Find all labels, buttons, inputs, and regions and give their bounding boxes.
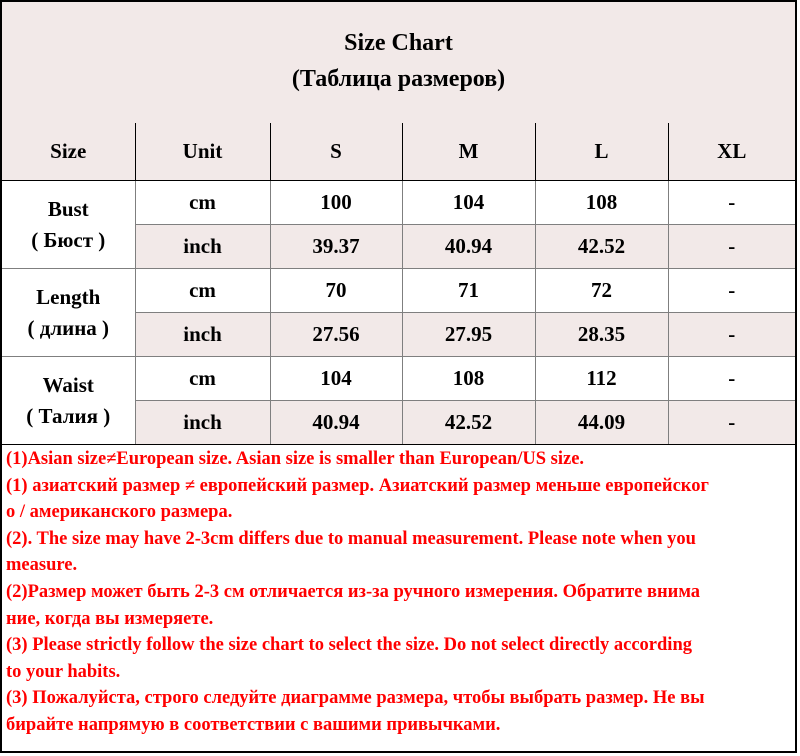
measurement-name: Length	[36, 285, 101, 310]
measurement-name: Bust	[47, 197, 89, 222]
header-size-m: M	[402, 123, 535, 181]
measurement-name-ru: ( длина )	[27, 315, 110, 340]
value-cell: 40.94	[402, 225, 535, 269]
value-cell: 40.94	[270, 401, 402, 445]
value-cell: 42.52	[535, 225, 668, 269]
header-size-s: S	[270, 123, 402, 181]
measurement-name: Waist	[42, 373, 94, 398]
value-cell: 39.37	[270, 225, 402, 269]
chart-title: Size Chart	[344, 30, 453, 56]
header-size-l: L	[535, 123, 668, 181]
value-cell: -	[668, 225, 795, 269]
note-line: (2). The size may have 2-3cm differs due to manual measurement. Please note when you measure.	[6, 528, 696, 576]
measurement-name-ru: ( Талия )	[26, 403, 111, 428]
title-block	[2, 2, 795, 124]
table-header-row	[2, 123, 795, 181]
note-line: (2)Размер может быть 2-3 см отличается из-за ручного измерения. Обратите внима ние, когда вы измеряете.	[6, 581, 701, 629]
header-size-xl: XL	[668, 123, 795, 181]
measurement-label	[2, 357, 135, 445]
value-cell: 71	[402, 269, 535, 313]
note-line: (3) Please strictly follow the size chart to select the size. Do not select directly according to your habits.	[6, 635, 692, 682]
measurement-label	[2, 269, 135, 357]
notes-block	[2, 444, 795, 739]
value-cell: -	[668, 401, 795, 445]
table-row	[2, 269, 795, 313]
note-line: (1) азиатский размер ≠ европейский размер. Азиатский размер меньше европейског о / американского размера.	[6, 475, 709, 523]
value-cell: 108	[402, 357, 535, 401]
value-cell: 104	[270, 357, 402, 401]
value-cell: 27.56	[270, 313, 402, 357]
value-cell: 70	[270, 269, 402, 313]
value-cell: 100	[270, 181, 402, 225]
value-cell: 28.35	[535, 313, 668, 357]
table-row	[2, 181, 795, 225]
value-cell: -	[668, 269, 795, 313]
header-size: Size	[2, 123, 135, 181]
unit-cell: inch	[135, 313, 270, 357]
size-table	[2, 123, 795, 445]
unit-cell: cm	[135, 357, 270, 401]
header-unit: Unit	[135, 123, 270, 181]
value-cell: 108	[535, 181, 668, 225]
value-cell: 44.09	[535, 401, 668, 445]
unit-cell: cm	[135, 181, 270, 225]
value-cell: 42.52	[402, 401, 535, 445]
measurement-name-ru: ( Бюст )	[31, 227, 106, 252]
value-cell: -	[668, 313, 795, 357]
measurement-label	[2, 181, 135, 269]
value-cell: 72	[535, 269, 668, 313]
chart-subtitle: (Таблица размеров)	[291, 66, 506, 92]
unit-cell: inch	[135, 225, 270, 269]
value-cell: 112	[535, 357, 668, 401]
value-cell: -	[668, 357, 795, 401]
value-cell: 104	[402, 181, 535, 225]
unit-cell: cm	[135, 269, 270, 313]
value-cell: -	[668, 181, 795, 225]
note-line: (1)Asian size≠European size. Asian size is smaller than European/US size.	[6, 449, 585, 469]
value-cell: 27.95	[402, 313, 535, 357]
unit-cell: inch	[135, 401, 270, 445]
note-line: (3) Пожалуйста, строго следуйте диаграмме размера, чтобы выбрать размер. Не вы бирайте напрямую в соответствии с вашими привычками.	[6, 688, 705, 735]
table-row	[2, 357, 795, 401]
